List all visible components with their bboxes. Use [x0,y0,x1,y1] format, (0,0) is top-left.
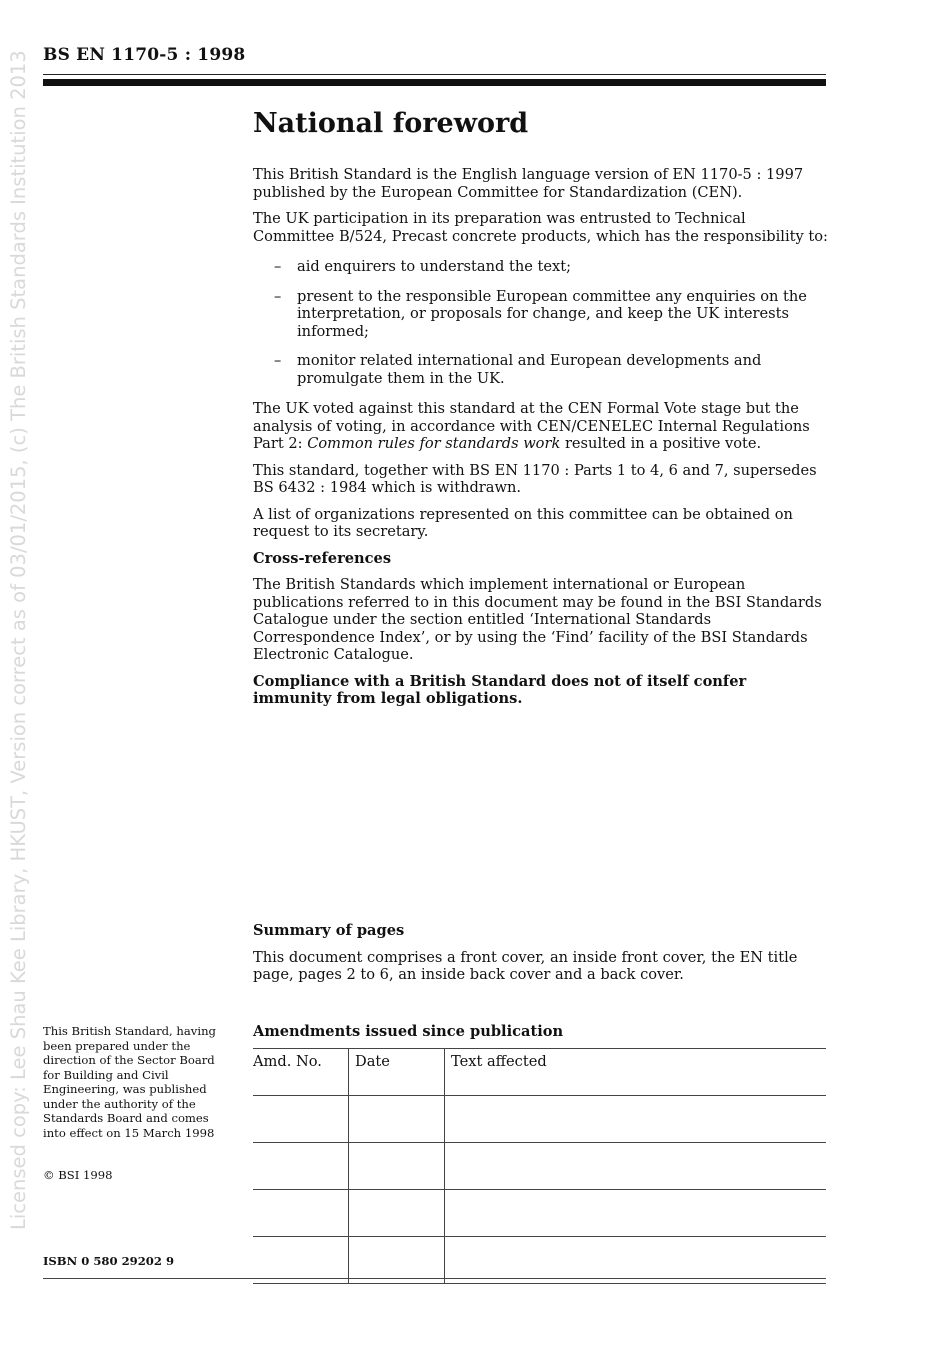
table-cell [253,1237,349,1284]
table-cell [445,1190,827,1237]
summary-text: This document comprises a front cover, an inside front cover, the EN title page, pages 2 to 6, an inside back cover and a back cover. [253,948,798,983]
summary-heading: Summary of pages [253,922,405,939]
isbn: ISBN 0 580 29202 9 [43,1254,175,1268]
table-cell [349,1096,445,1143]
amendments-table [253,1048,826,1284]
table-cell [349,1190,445,1237]
column-header-amd-no: Amd. No. [253,1049,349,1096]
publication-note: This British Standard, having been prepared under the direction of the Sector Board for Building and Civil Engineering, was published under the authority of the Standards Board and comes into effect on 15 March 1998 [43,1024,216,1140]
table-cell [253,1096,349,1143]
list-dash: – [274,258,282,275]
list-item [253,288,828,341]
table-cell [445,1096,827,1143]
paragraph-supersedes: This standard, together with BS EN 1170 : Parts 1 to 4, 6 and 7, supersedes BS 6432 : 1984 which is withdrawn. [253,461,817,496]
table-cell [253,1143,349,1190]
responsibility-list [253,258,828,387]
list-dash: – [274,287,282,305]
compliance-statement: Compliance with a British Standard does not of itself confer immunity from legal obligations. [253,672,747,707]
table-row [253,1190,826,1237]
table-cell [253,1190,349,1237]
table-header-row [253,1049,826,1096]
page-title: National foreword [253,108,529,139]
paragraph-participation: The UK participation in its preparation was entrusted to Technical Committee B/524, Precast concrete products, which has the responsibility to: [253,210,828,245]
column-header-date: Date [349,1049,445,1096]
list-dash: – [274,352,282,369]
paragraph-organizations: A list of organizations represented on this committee can be obtained on request to its secretary. [253,505,793,540]
license-watermark: Licensed copy: Lee Shau Kee Library, HKUST, Version correct as of 03/01/2015, (c) The British Standards Institution 2013 [7,50,30,1230]
vote-reference-title: Common rules for standards work [307,435,561,452]
paragraph-intro: This British Standard is the English language version of EN 1170-5 : 1997 published by the European Committee for Standardization (CEN). [253,166,804,201]
foreword-body [253,106,828,717]
table-row [253,1143,826,1190]
table-cell [349,1143,445,1190]
table-cell [445,1237,827,1284]
list-item-text: present to the responsible European committee any enquiries on the interpretation, or proposals for change, and keep the UK interests informed; [297,287,807,340]
document-id: BS EN 1170-5 : 1998 [43,45,246,65]
column-header-text-affected: Text affected [445,1049,827,1096]
vote-text: The UK voted against this standard at the CEN Formal Vote stage but the analysis of voting, in accordance with CEN/CENELEC Internal Regulations Part 2: [253,400,810,452]
table-row [253,1237,826,1284]
crossref-text: The British Standards which implement international or European publications referred to in this document may be found in the BSI Standards Catalogue under the section entitled ‘International Standards Correspondence Index’, or by using the ‘Find’ facility of the BSI Standards Electronic Catalogue. [253,576,822,663]
table-cell [445,1143,827,1190]
list-item-text: aid enquirers to understand the text; [297,258,572,275]
table-row [253,1096,826,1143]
header-rule-thin [43,74,826,75]
copyright-notice: © BSI 1998 [43,1168,113,1182]
amendments-heading: Amendments issued since publication [253,1023,564,1040]
summary-section [253,922,828,993]
footer-rule [43,1278,826,1279]
list-item-text: monitor related international and European developments and promulgate them in the UK. [297,352,762,387]
list-item [253,258,828,276]
paragraph-vote [253,400,828,453]
table-cell [349,1237,445,1284]
crossref-heading: Cross-references [253,549,392,567]
vote-text-end: resulted in a positive vote. [564,435,762,452]
list-item [253,352,828,387]
header-rule-thick [43,79,826,86]
